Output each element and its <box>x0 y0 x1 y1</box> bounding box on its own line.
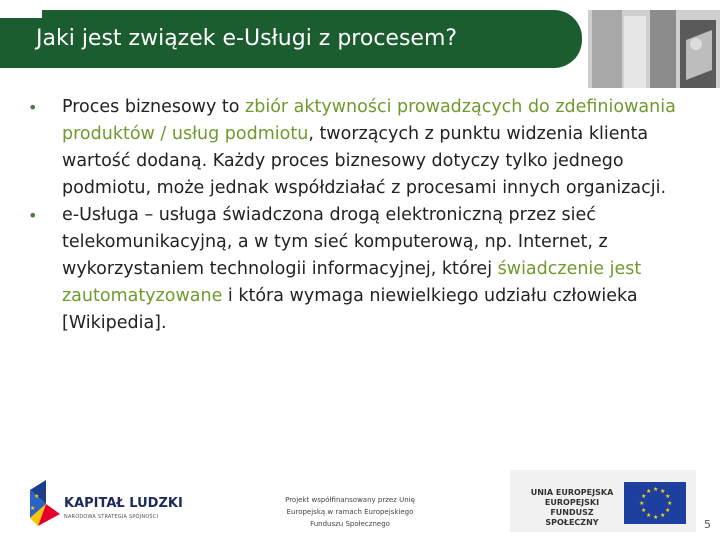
svg-text:★: ★ <box>660 512 666 519</box>
svg-text:★: ★ <box>641 493 647 500</box>
bullet-text: Proces biznesowy to zbiór aktywności prowadzących do zdefiniowania produktów / usług podmiotu, tworzących z punktu widzenia klienta wartość dodaną. Każdy proces biznesowy dotyczy tylko jednego podmiotu, może jednak współdziałać z procesami innych organizacji. <box>62 97 676 198</box>
svg-text:★: ★ <box>665 507 671 514</box>
bullet-item <box>28 94 688 202</box>
svg-text:★: ★ <box>646 488 652 495</box>
svg-text:★: ★ <box>667 500 673 507</box>
kapital-ludzki-emblem-icon <box>28 478 62 528</box>
eu-flag-icon <box>624 482 686 524</box>
svg-text:★: ★ <box>653 514 659 521</box>
svg-text:★: ★ <box>660 488 666 495</box>
page-number: 5 <box>704 518 711 531</box>
eu-logo <box>510 470 696 532</box>
kapital-ludzki-logo <box>28 474 183 530</box>
svg-text:★: ★ <box>641 507 647 514</box>
bullet-dot: • <box>28 98 38 117</box>
bullet-dot: • <box>28 206 38 225</box>
highlighted-text: zbiór aktywności prowadzących do zdefiniowania produktów / usług podmiotu <box>62 97 676 144</box>
svg-text:★: ★ <box>646 512 652 519</box>
slide-body <box>28 94 688 337</box>
kapital-ludzki-subtitle: NARODOWA STRATEGIA SPÓJNOŚCI <box>64 514 159 520</box>
bullet-item <box>28 202 688 337</box>
title-accent <box>0 10 42 18</box>
title-photo <box>588 10 720 88</box>
svg-text:★: ★ <box>30 505 36 512</box>
eu-logo-text: UNIA EUROPEJSKA EUROPEJSKI FUNDUSZ SPOŁECZNY <box>530 488 614 527</box>
highlighted-text: świadczenie jest zautomatyzowane <box>62 259 642 306</box>
svg-text:★: ★ <box>665 493 671 500</box>
cofinancing-note: Projekt współfinansowany przez Unię Europejską w ramach Europejskiego Funduszu Społecznego <box>285 496 415 528</box>
svg-text:★: ★ <box>653 486 659 493</box>
bullet-text: e-Usługa – usługa świadczona drogą elektroniczną przez sieć telekomunikacyjną, a w tym sieć komputerową, np. Internet, z wykorzystaniem technologii informacyjnej, której świadczenie jest zautomatyzowane i która wymaga niewielkiego udziału człowieka [Wikipedia]. <box>62 205 642 333</box>
svg-text:★: ★ <box>639 500 645 507</box>
svg-text:★: ★ <box>34 493 40 500</box>
slide-title: Jaki jest związek e-Usługi z procesem? <box>36 26 458 51</box>
kapital-ludzki-title: KAPITAŁ LUDZKI <box>64 496 183 511</box>
